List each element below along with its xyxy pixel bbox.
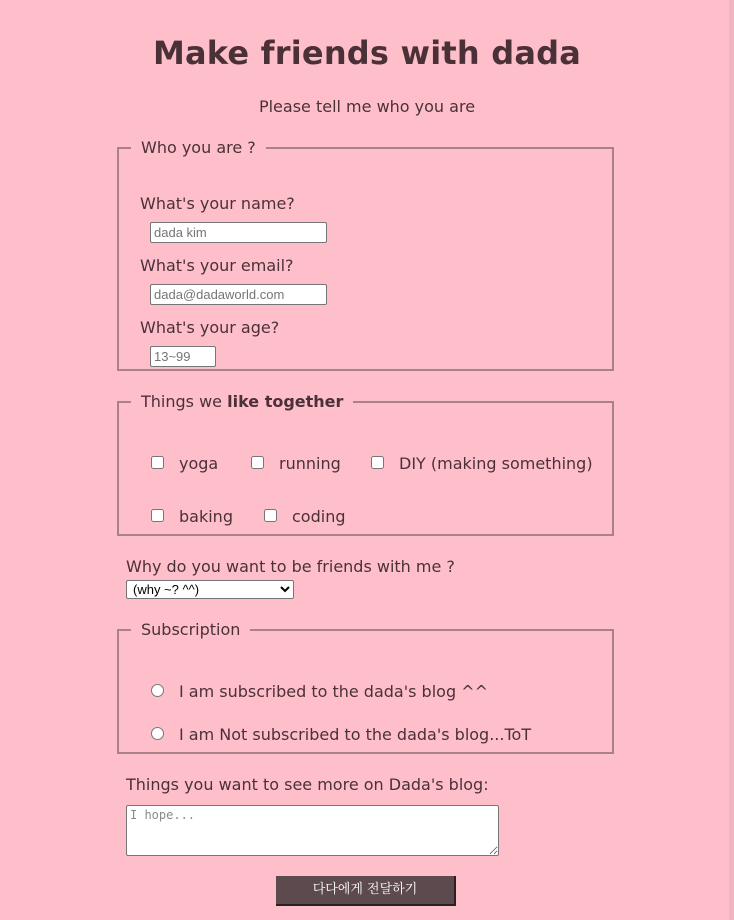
legend-bold: like together	[227, 392, 344, 411]
age-input[interactable]	[150, 346, 216, 367]
baking-checkbox[interactable]	[151, 509, 164, 522]
legend-prefix: Things we	[141, 392, 228, 411]
running-label: running	[279, 454, 341, 473]
not-subscribed-label: I am Not subscribed to the dada's blog...ToT	[179, 725, 532, 744]
running-checkbox[interactable]	[251, 456, 264, 469]
things-we-like-fieldset	[117, 392, 614, 536]
name-input[interactable]	[150, 222, 327, 243]
yoga-label: yoga	[179, 454, 219, 473]
subscription-fieldset	[117, 620, 614, 754]
baking-label: baking	[179, 507, 233, 526]
email-input[interactable]	[150, 284, 327, 305]
coding-label: coding	[292, 507, 346, 526]
more-label: Things you want to see more on Dada's blog:	[126, 775, 489, 794]
coding-checkbox[interactable]	[264, 509, 277, 522]
why-select[interactable]	[126, 580, 294, 599]
page-subtitle: Please tell me who you are	[258, 97, 476, 116]
subscribed-radio[interactable]	[151, 684, 164, 697]
diy-checkbox[interactable]	[371, 456, 384, 469]
age-label: What's your age?	[140, 318, 280, 337]
email-label: What's your email?	[140, 256, 294, 275]
not-subscribed-radio[interactable]	[151, 727, 164, 740]
who-you-are-legend: Who you are ?	[141, 138, 256, 157]
name-label: What's your name?	[140, 194, 295, 213]
page-title: Make friends with dada	[152, 34, 582, 72]
diy-label: DIY (making something)	[399, 454, 593, 473]
more-textarea[interactable]	[126, 805, 499, 856]
things-we-like-legend	[131, 392, 353, 412]
subscribed-label: I am subscribed to the dada's blog ^^	[179, 682, 488, 701]
submit-button[interactable]: 다다에게 전달하기	[276, 876, 456, 906]
yoga-checkbox[interactable]	[151, 456, 164, 469]
window-edge	[729, 0, 734, 920]
why-label: Why do you want to be friends with me ?	[126, 557, 455, 576]
who-you-are-fieldset	[117, 138, 614, 371]
subscription-legend: Subscription	[141, 620, 241, 639]
